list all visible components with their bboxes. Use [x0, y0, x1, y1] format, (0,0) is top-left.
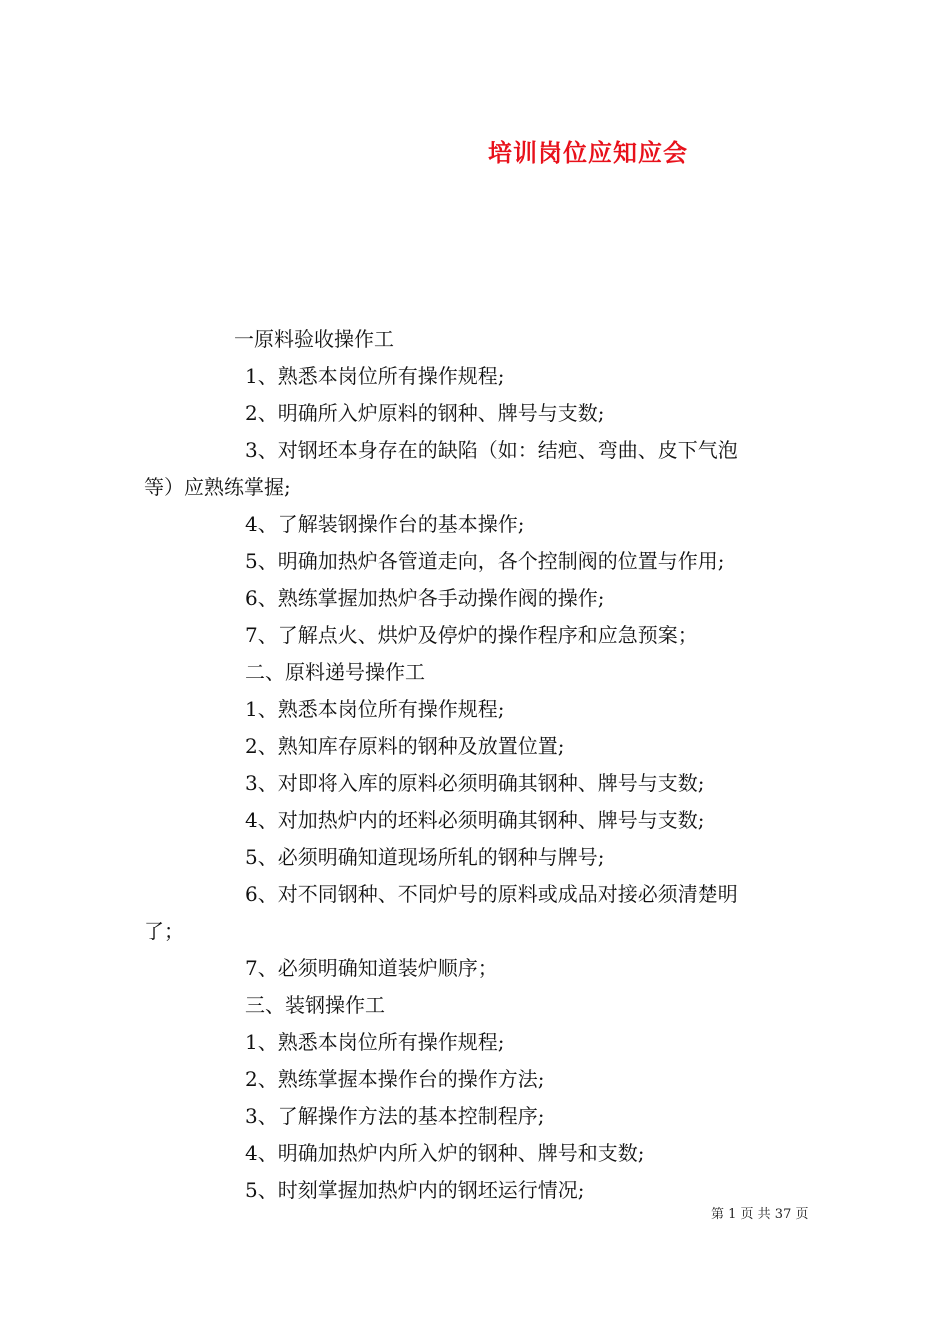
- paragraph-line: 4、明确加热炉内所入炉的钢种、牌号和支数;: [245, 1141, 645, 1165]
- paragraph-line: 了；: [144, 919, 184, 943]
- paragraph-line: 1、熟悉本岗位所有操作规程;: [245, 1030, 505, 1054]
- paragraph-line: 2、熟知库存原料的钢种及放置位置;: [245, 734, 565, 758]
- paragraph-line: 6、熟练掌握加热炉各手动操作阀的操作;: [245, 586, 605, 610]
- paragraph-line: 5、明确加热炉各管道走向，各个控制阀的位置与作用;: [245, 549, 725, 573]
- paragraph-line: 6、对不同钢种、不同炉号的原料或成品对接必须清楚明: [245, 882, 738, 906]
- paragraph-line: 3、对钢坯本身存在的缺陷（如：结疤、弯曲、皮下气泡: [245, 438, 738, 462]
- paragraph-line: 3、了解操作方法的基本控制程序;: [245, 1104, 545, 1128]
- paragraph-line: 5、必须明确知道现场所轧的钢种与牌号;: [245, 845, 605, 869]
- section-heading: 三、装钢操作工: [245, 993, 385, 1017]
- paragraph-line: 5、时刻掌握加热炉内的钢坯运行情况;: [245, 1178, 585, 1202]
- paragraph-line: 1、熟悉本岗位所有操作规程;: [245, 364, 505, 388]
- paragraph-line: 7、必须明确知道装炉顺序；: [245, 956, 498, 980]
- paragraph-line: 2、明确所入炉原料的钢种、牌号与支数;: [245, 401, 605, 425]
- section-heading: 二、原料递号操作工: [245, 660, 425, 684]
- paragraph-line: 1、熟悉本岗位所有操作规程;: [245, 697, 505, 721]
- paragraph-line: 等）应熟练掌握;: [144, 475, 291, 499]
- paragraph-line: 4、了解装钢操作台的基本操作;: [245, 512, 525, 536]
- paragraph-line: 2、熟练掌握本操作台的操作方法;: [245, 1067, 545, 1091]
- page-number-footer: 第 1 页 共 37 页: [711, 1207, 809, 1222]
- document-title: 培训岗位应知应会: [488, 138, 688, 167]
- paragraph-line: 7、了解点火、烘炉及停炉的操作程序和应急预案；: [245, 623, 698, 647]
- section-heading: 一原料验收操作工: [234, 327, 394, 351]
- paragraph-line: 3、对即将入库的原料必须明确其钢种、牌号与支数;: [245, 771, 705, 795]
- paragraph-line: 4、对加热炉内的坯料必须明确其钢种、牌号与支数;: [245, 808, 705, 832]
